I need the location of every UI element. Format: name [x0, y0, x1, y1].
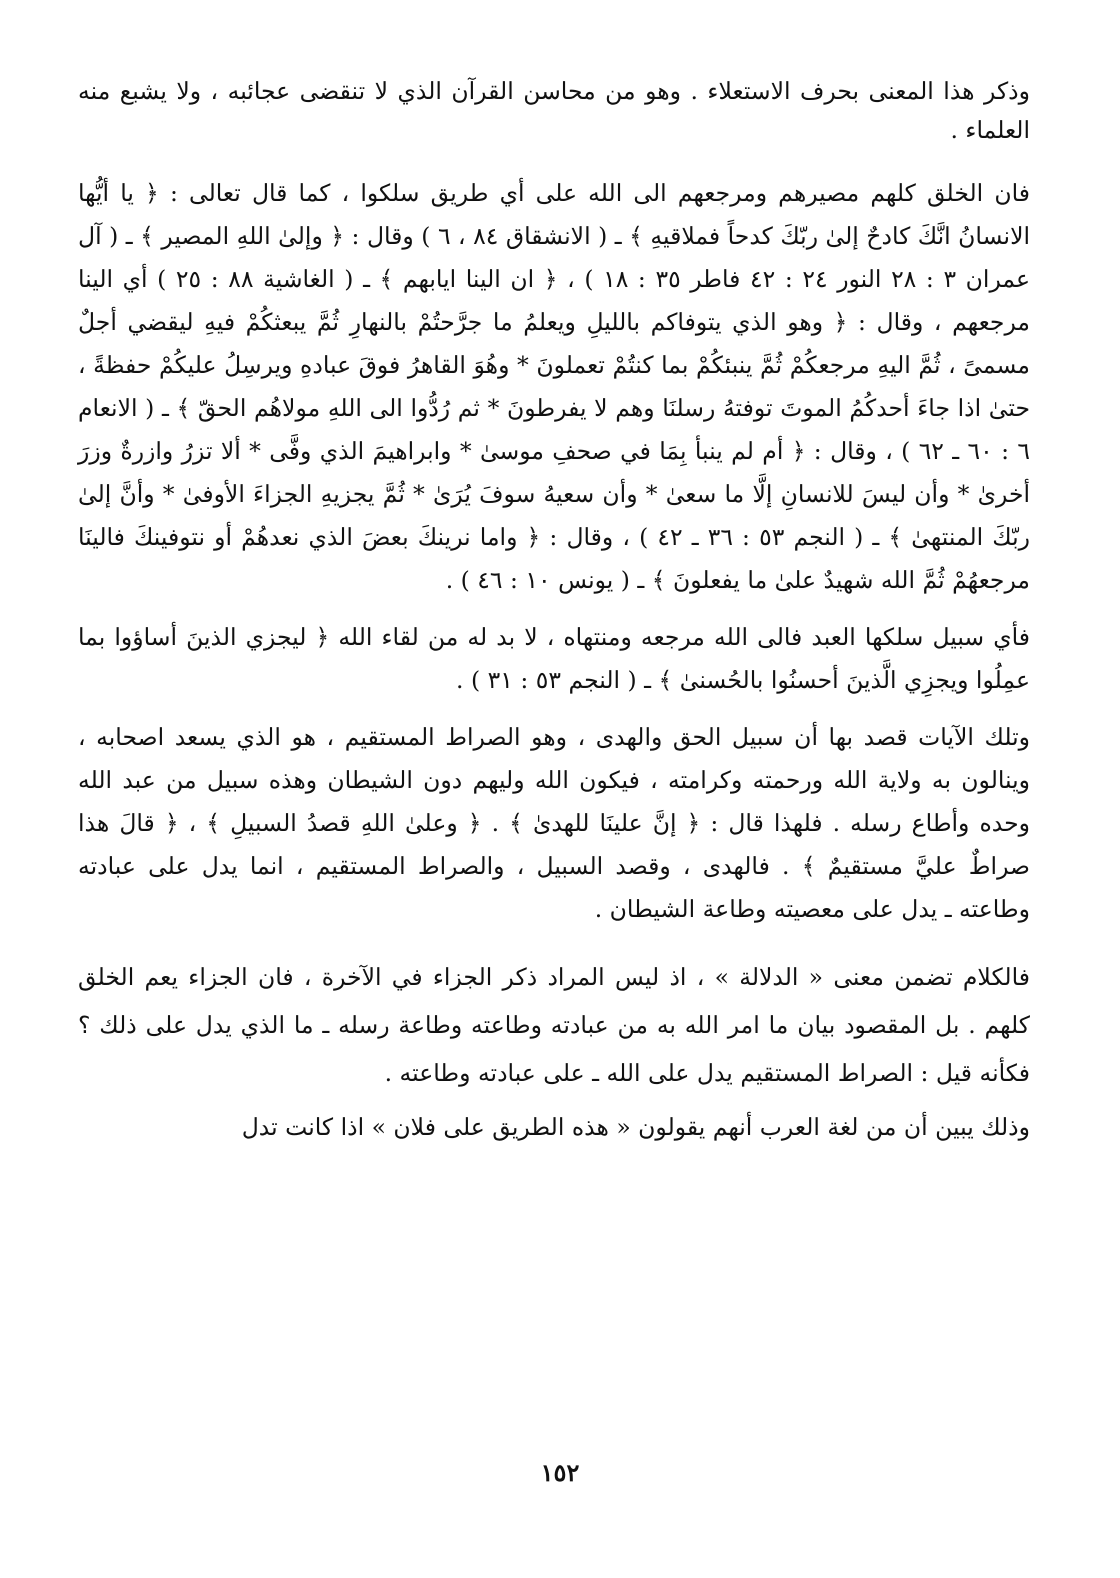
- page-body: [78, 72, 1030, 1151]
- paragraph-5: فالكلام تضمن معنى « الدلالة » ، اذ ليس المراد ذكر الجزاء في الآخرة ، فان الجزاء يعم الخلق كلهم . بل المقصود بيان ما امر الله به من عبادته وطاعته وطاعة رسله ـ ما الذي يدل على ذلك ؟ فكأنه قيل : الصراط المستقيم يدل على الله ـ على عبادته وطاعته .: [78, 963, 1030, 1087]
- paragraph-6: وذلك يبين أن من لغة العرب أنهم يقولون « هذه الطريق على فلان » اذا كانت تدل: [241, 1113, 1030, 1141]
- paragraph-4: وتلك الآيات قصد بها أن سبيل الحق والهدى ، وهو الصراط المستقيم ، هو الذي يسعد اصحابه ، وينالون به ولاية الله ورحمته وكرامته ، فيكون الله وليهم دون الشيطان وهذه سبيل من عبد الله وحده وأطاع رسله . فلهذا قال : ﴿ إنَّ علينَا للهدىٰ ﴾ . ﴿ وعلىٰ اللهِ قصدُ السبيلِ ﴾ ، ﴿ قالَ هذا صراطٌ عليَّ مستقيمٌ ﴾ . فالهدى ، وقصد السبيل ، والصراط المستقيم ، انما يدل على عبادته وطاعته ـ يدل على معصيته وطاعة الشيطان .: [78, 723, 1030, 923]
- paragraph-2: فان الخلق كلهم مصيرهم ومرجعهم الى الله على أي طريق سلكوا ، كما قال تعالى : ﴿ يا أيُّها الانسانُ انَّكَ كادحٌ إلىٰ ربّكَ كدحاً فملاقيهِ ﴾ ـ ( الانشقاق ٨٤ ، ٦ ) وقال : ﴿ وإلىٰ اللهِ المصير ﴾ ـ ( آل عمران ٣ : ٢٨ النور ٢٤ : ٤٢ فاطر ٣٥ : ١٨ ) ، ﴿ ان الينا ايابهم ﴾ ـ ( الغاشية ٨٨ : ٢٥ ) أي الينا مرجعهم ، وقال : ﴿ وهو الذي يتوفاكم بالليلِ ويعلمُ ما جرَّحتُمْ بالنهارِ ثُمَّ يبعثكُمْ فيهِ ليقضي أجلٌ مسمىً ، ثُمَّ اليهِ مرجعكُمْ ثُمَّ ينبئكُمْ بما كنتُمْ تعملونَ * وهُوَ القاهرُ فوقَ عبادهِ ويرسِلُ عليكُمْ حفظةً ، حتىٰ اذا جاءَ أحدكُمُ الموتَ توفتهُ رسلنَا وهم لا يفرطونَ * ثم رُدُّوا الى اللهِ مولاهُم الحقّ ﴾ ـ ( الانعام ٦ : ٦٠ ـ ٦٢ ) ، وقال : ﴿ أم لم ينبأ بِمَا في صحفِ موسىٰ * وابراهيمَ الذي وفَّى * ألا تزرُ وازرةٌ وزرَ أخرىٰ * وأن ليسَ للانسانِ إلَّا ما سعىٰ * وأن سعيهُ سوفَ يُرَىٰ * ثُمَّ يجزيهِ الجزاءَ الأوفىٰ * وأنَّ إلىٰ ربّكَ المنتهىٰ ﴾ ـ ( النجم ٥٣ : ٣٦ ـ ٤٢ ) ، وقال : ﴿ واما نرينكَ بعضَ الذي نعدهُمْ أو نتوفينكَ فالينَا مرجعهُمْ ثُمَّ الله شهيدٌ علىٰ ما يفعلونَ ﴾ ـ ( يونس ١٠ : ٤٦ ) .: [78, 179, 1031, 594]
- page-number: ١٥٢: [540, 1458, 580, 1487]
- paragraph-3: فأي سبيل سلكها العبد فالى الله مرجعه ومنتهاه ، لا بد له من لقاء الله ﴿ ليجزي الذينَ أساؤوا بما عمِلُوا ويجزِي الَّذينَ أحسنُوا بالحُسنىٰ ﴾ ـ ( النجم ٥٣ : ٣١ ) .: [78, 623, 1030, 694]
- paragraph-1: وذكر هذا المعنى بحرف الاستعلاء . وهو من محاسن القرآن الذي لا تنقضى عجائبه ، ولا يشبع منه العلماء .: [78, 77, 1030, 144]
